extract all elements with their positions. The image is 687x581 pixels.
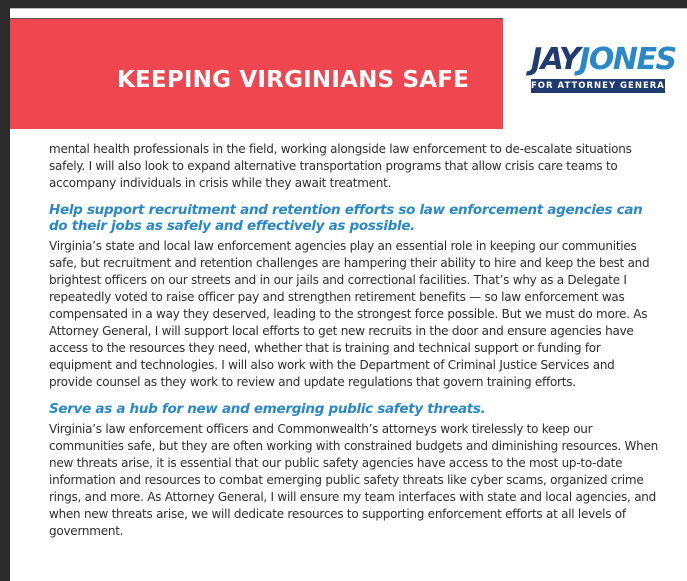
- section-paragraph-recruitment: Virginia’s state and local law enforcement agencies play an essential role in keeping our communities safe, but recruitment and retention challenges are hampering their ability to hire and keep the best and brightest officers on our streets and in our jails and correctional facilities. That’s why as a Delegate I repeatedly voted to raise officer pay and strengthen retirement benefits — so law enforcement was compensated in a way they deserved, leading to the strongest force possible. But we must do more. As Attorney General, I will support local efforts to get new recruits in the door and ensure agencies have access to the resources they need, whether that is training and technical support or funding for equipment and technologies. I will also work with the Department of Criminal Justice Services and provide counsel as they work to review and update regulations that govern training efforts.: [49, 239, 650, 389]
- section-paragraph-public-safety: Virginia’s law enforcement officers and Commonwealth’s attorneys work tirelessly to keep our communities safe, but they are often working with constrained budgets and diminishing resources. When new threats arise, it is essential that our public safety agencies have access to the most up-to-date information and resources to combat emerging public safety threats like cyber scams, organized crime rings, and more. As Attorney General, I will ensure my team interfaces with state and local agencies, and when new threats arise, we will dedicate resources to supporting enforcement efforts at all levels of government.: [49, 422, 658, 538]
- section-heading-recruitment: Help support recruitment and retention efforts so law enforcement agencies can do their jobs as safely and effectively as possible.: [49, 202, 643, 234]
- section-heading-public-safety: Serve as a hub for new and emerging public safety threats.: [49, 401, 486, 417]
- logo-first-name: JAY: [531, 42, 580, 77]
- logo-last-name: JONES: [579, 42, 676, 77]
- banner-title: KEEPING VIRGINIANS SAFE: [117, 67, 470, 93]
- title-banner: [10, 18, 503, 129]
- top-rule: [10, 8, 687, 9]
- intro-paragraph: mental health professionals in the field, working alongside law enforcement to de-escalate situations safely. I will also look to expand alternative transportation programs that allow crisis care teams to accompany individuals in crisis while they await treatment.: [49, 142, 632, 190]
- logo-tagline: FOR ATTORNEY GENERAL: [531, 81, 672, 91]
- body-content: [49, 141, 659, 540]
- document-page: [10, 8, 687, 581]
- campaign-logo: [531, 42, 676, 93]
- logo-name: [531, 42, 676, 77]
